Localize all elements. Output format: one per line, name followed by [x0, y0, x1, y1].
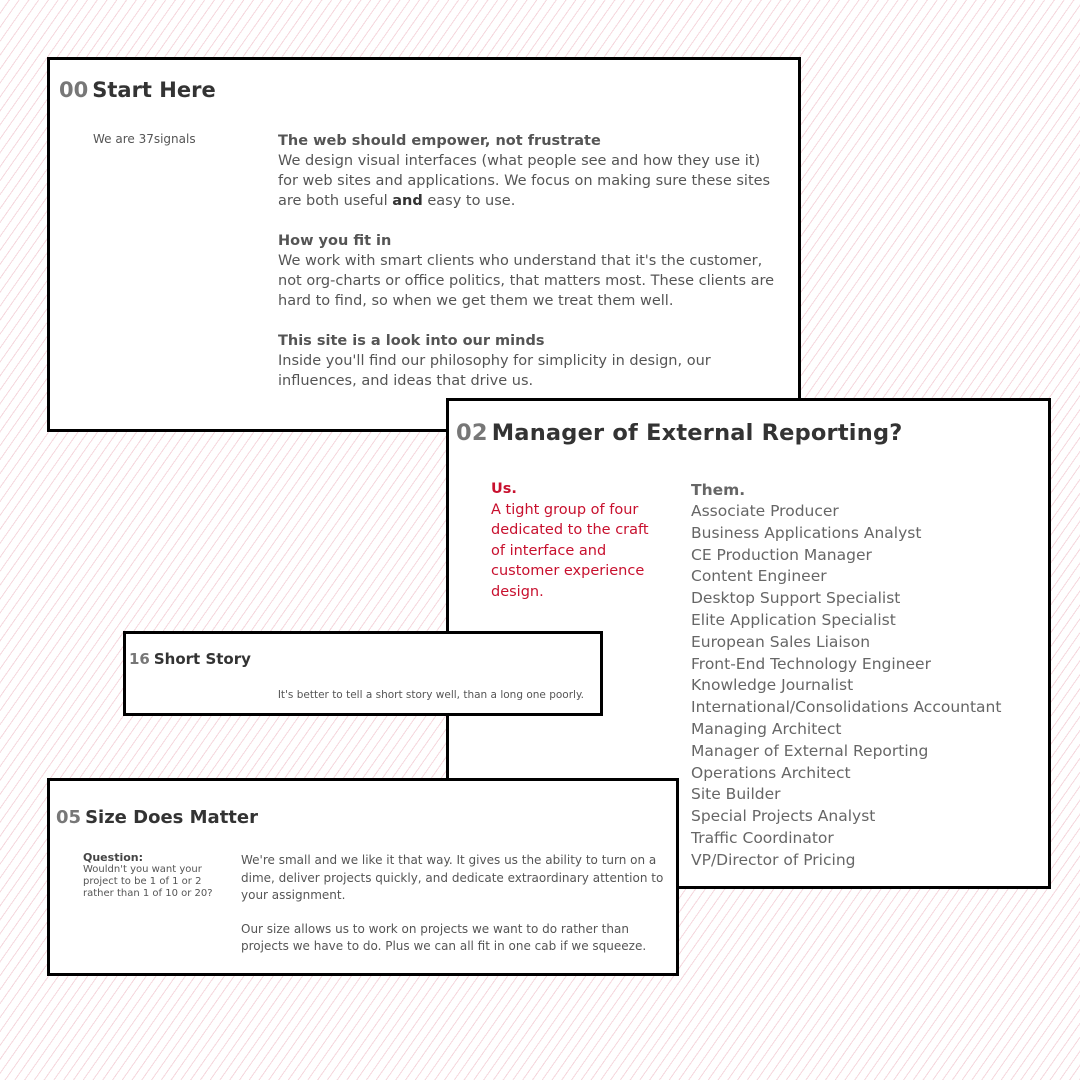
section-minds [278, 331, 778, 391]
them-item: Operations Architect [691, 763, 851, 782]
them-item: CE Production Manager [691, 545, 872, 564]
them-item: European Sales Liaison [691, 632, 871, 651]
us-column [491, 479, 656, 602]
size-paragraph: We're small and we like it that way. It gives us the ability to turn on a dime, deliver projects quickly, and dedicate extraordinary attention to your assignment. [241, 853, 664, 902]
them-item: Content Engineer [691, 567, 827, 586]
section-text-part: easy to use. [422, 193, 516, 209]
short-story-title [129, 650, 251, 668]
size-panel [47, 778, 679, 976]
them-item: Site Builder [691, 785, 781, 804]
question-heading: Question: [83, 851, 144, 864]
them-column [691, 479, 1051, 872]
size-title [56, 807, 258, 828]
them-item: Business Applications Analyst [691, 523, 922, 542]
them-item: International/Consolidations Accountant [691, 698, 1002, 717]
short-story-panel [123, 631, 603, 716]
section-text: Inside you'll find our philosophy for simplicity in design, our influences, and ideas that drive us. [278, 353, 711, 389]
manager-title [456, 420, 903, 446]
section-heading: How you fit in [278, 233, 392, 249]
us-heading: Us. [491, 481, 517, 497]
section-heading: The web should empower, not frustrate [278, 133, 601, 149]
section-number: 16 [129, 650, 150, 668]
start-here-title [59, 78, 216, 102]
us-text: A tight group of four dedicated to the craft of interface and customer experience design. [491, 501, 649, 600]
start-here-panel [47, 57, 801, 432]
them-item: Special Projects Analyst [691, 807, 876, 826]
section-title: Start Here [92, 78, 216, 102]
side-note: We are 37signals [93, 132, 196, 146]
section-number: 00 [59, 78, 89, 102]
them-item: Associate Producer [691, 502, 839, 520]
short-story-text: It's better to tell a short story well, than a long one poorly. [277, 689, 584, 701]
them-list [691, 501, 1051, 872]
question-block [83, 852, 213, 900]
section-title: Manager of External Reporting? [491, 420, 903, 446]
question-text: Wouldn't you want your project to be 1 of 1 or 2 rather than 1 of 10 or 20? [83, 864, 213, 899]
them-item: Elite Application Specialist [691, 610, 896, 629]
them-item: Traffic Coordinator [691, 828, 834, 847]
size-body [241, 852, 666, 972]
section-number: 02 [456, 420, 488, 446]
section-text [278, 151, 778, 211]
them-item: VP/Director of Pricing [691, 850, 856, 869]
start-here-body [278, 131, 778, 411]
section-title: Short Story [153, 650, 251, 668]
size-paragraph: Our size allows us to work on projects we want to do rather than projects we have to do. Plus we can all fit in one cab if we squeeze. [241, 921, 647, 953]
section-fit-in [278, 231, 778, 311]
section-heading: This site is a look into our minds [278, 333, 545, 349]
them-heading: Them. [691, 481, 746, 499]
section-text: We work with smart clients who understand that it's the customer, not org-charts or office politics, that matters most. These clients are hard to find, so when we get them we treat them well. [278, 253, 775, 309]
section-text-part: We design visual interfaces (what people see and how they use it) for web sites and applications. We focus on making sure these sites are both useful [278, 153, 771, 209]
them-item: Managing Architect [691, 719, 842, 738]
them-item: Desktop Support Specialist [691, 589, 901, 608]
section-number: 05 [56, 807, 82, 828]
section-text-bold: and [392, 193, 423, 209]
section-title: Size Does Matter [85, 807, 258, 828]
them-item: Manager of External Reporting [691, 741, 929, 760]
them-item: Front-End Technology Engineer [691, 654, 931, 673]
section-empower [278, 131, 778, 211]
them-item: Knowledge Journalist [691, 676, 854, 695]
